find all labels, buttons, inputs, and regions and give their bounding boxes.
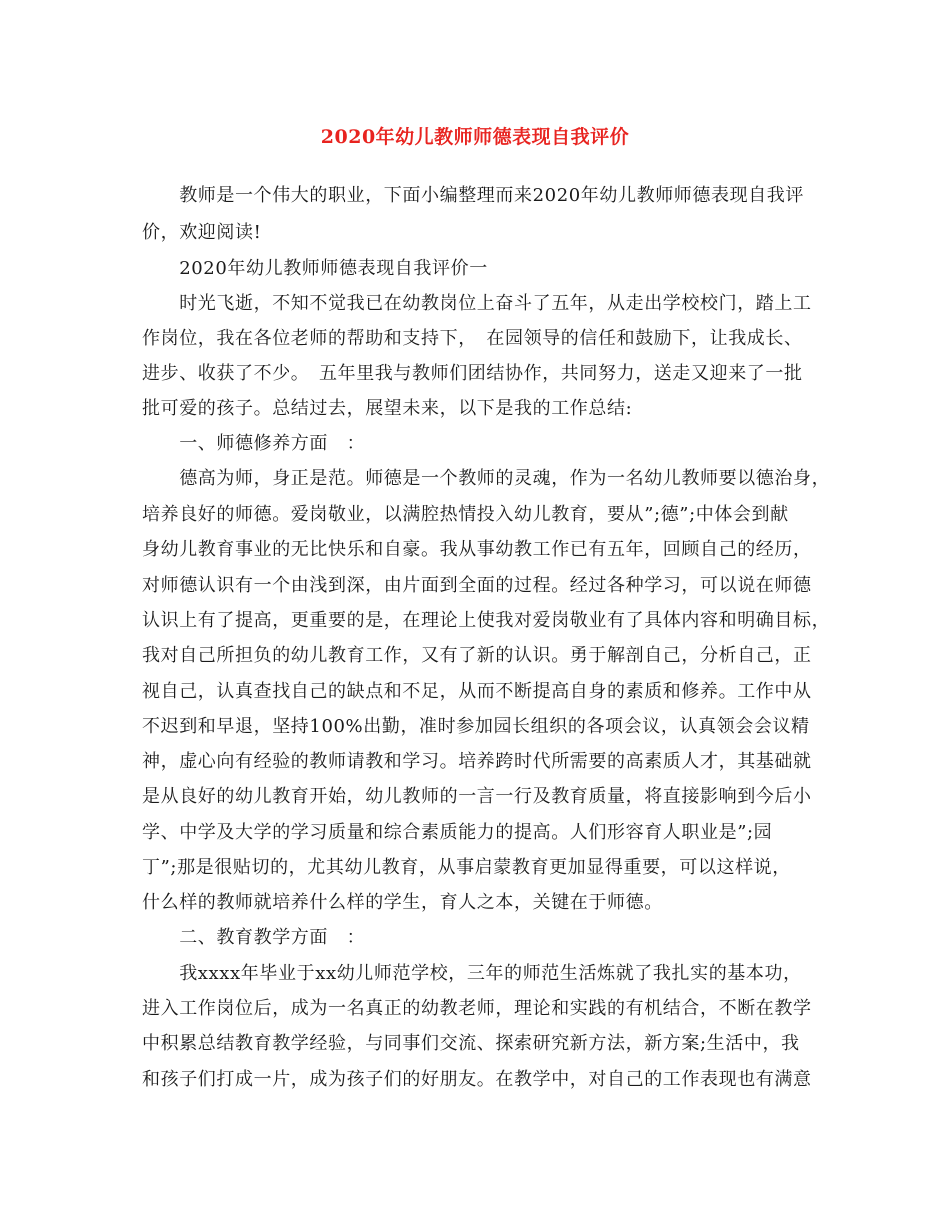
text-line: 是从良好的幼儿教育开始，幼儿教师的一言一行及教育质量，将直接影响到今后小 bbox=[142, 786, 812, 807]
text-line: 培养良好的师德。爱岗敬业，以满腔热情投入幼儿教育，要从”;德”;中体会到献 bbox=[142, 504, 789, 525]
text-line: 神，虚心向有经验的教师请教和学习。培养跨时代所需要的高素质人才，其基础就 bbox=[142, 751, 812, 772]
text-line: 我xxxx年毕业于xx幼儿师范学校，三年的师范生活炼就了我扎实的基本功， bbox=[142, 963, 802, 984]
text-line: 进入工作岗位后，成为一名真正的幼教老师，理论和实践的有机结合，不断在教学 bbox=[142, 998, 812, 1019]
text-line: 不迟到和早退，坚持100%出勤，准时参加园长组织的各项会议，认真领会会议精 bbox=[142, 716, 810, 737]
text-line: 一、师德修养方面 ： bbox=[142, 433, 366, 454]
text-line: 什么样的教师就培养什么样的学生，育人之本，关键在于师德。 bbox=[142, 892, 663, 913]
text-line: 中积累总结教育教学经验，与同事们交流、探索研究新方法，新方案;生活中，我 bbox=[142, 1033, 800, 1054]
text-line: 丁”;那是很贴切的，尤其幼儿教育，从事启蒙教育更加显得重要，可以这样说， bbox=[142, 857, 791, 878]
text-line: 进步、收获了不少。 五年里我与教师们团结协作，共同努力，送走又迎来了一批 bbox=[142, 363, 803, 384]
text-line: 价，欢迎阅读! bbox=[142, 222, 262, 243]
text-line: 我对自己所担负的幼儿教育工作，又有了新的认识。勇于解剖自己，分析自己，正 bbox=[142, 645, 812, 666]
text-line: 教师是一个伟大的职业，下面小编整理而来2020年幼儿教师师德表现自我评 bbox=[142, 185, 805, 206]
text-line: 认识上有了提高，更重要的是，在理论上使我对爱岗敬业有了具体内容和明确目标， bbox=[142, 610, 831, 631]
text-line: 学、中学及大学的学习质量和综合素质能力的提高。人们形容育人职业是”;园 bbox=[142, 822, 773, 843]
text-line: 2020年幼儿教师师德表现自我评价一 bbox=[142, 258, 488, 279]
text-line: 和孩子们打成一片，成为孩子们的好朋友。在教学中，对自己的工作表现也有满意 bbox=[142, 1069, 812, 1090]
text-line: 身幼儿教育事业的无比快乐和自豪。我从事幼教工作已有五年，回顾自己的经历， bbox=[142, 539, 812, 560]
document-title: 2020年幼儿教师师德表现自我评价 bbox=[320, 126, 630, 148]
text-line: 二、教育教学方面 ： bbox=[142, 927, 366, 948]
text-line: 时光飞逝，不知不觉我已在幼教岗位上奋斗了五年，从走出学校校门，踏上工 bbox=[142, 293, 812, 314]
text-line: 批可爱的孩子。总结过去，展望未来，以下是我的工作总结: bbox=[142, 398, 633, 419]
text-line: 作岗位，我在各位老师的帮助和支持下， 在园领导的信任和鼓励下，让我成长、 bbox=[142, 328, 803, 349]
text-line: 对师德认识有一个由浅到深，由片面到全面的过程。经过各种学习，可以说在师德 bbox=[142, 575, 812, 596]
text-line: 德高为师，身正是范。师德是一个教师的灵魂，作为一名幼儿教师要以德治身， bbox=[142, 468, 831, 489]
text-line: 视自己，认真查找自己的缺点和不足，从而不断提高自身的素质和修养。工作中从 bbox=[142, 681, 812, 702]
